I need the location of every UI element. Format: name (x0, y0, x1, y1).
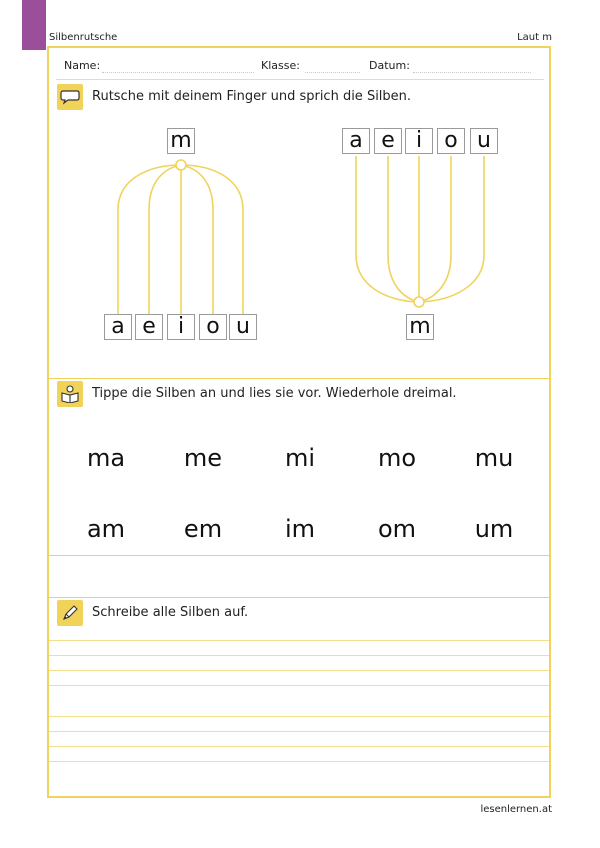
writing-line[interactable] (49, 716, 549, 717)
letter-box-m-top[interactable]: m (167, 128, 195, 154)
letter-box-u-top[interactable]: u (470, 128, 498, 154)
worksheet-title: Silbenrutsche (49, 32, 118, 43)
writing-line[interactable] (49, 685, 549, 686)
syllable-mo[interactable]: mo (377, 444, 417, 472)
instruction-1: Rutsche mit deinem Finger und sprich die Silben. (92, 89, 412, 104)
date-label: Datum: (369, 59, 410, 72)
letter-box-a-top[interactable]: a (342, 128, 370, 154)
section-divider-1 (49, 378, 549, 379)
syllable-mu[interactable]: mu (474, 444, 514, 472)
syllable-im[interactable]: im (284, 515, 316, 543)
letter-box-o-top[interactable]: o (437, 128, 465, 154)
instruction-2: Tippe die Silben an und lies sie vor. Wiederhole dreimal. (92, 386, 457, 401)
writing-line[interactable] (49, 640, 549, 641)
syllable-em[interactable]: em (183, 515, 223, 543)
syllable-am[interactable]: am (86, 515, 126, 543)
letter-box-a[interactable]: a (104, 314, 132, 340)
name-label: Name: (64, 59, 101, 72)
letter-box-e[interactable]: e (135, 314, 163, 340)
slide-line-o-m (419, 156, 451, 302)
letter-box-e-top[interactable]: e (374, 128, 402, 154)
writing-line[interactable] (49, 761, 549, 762)
writing-line[interactable] (49, 655, 549, 656)
junction-dot-bottom (414, 297, 424, 307)
writing-line[interactable] (49, 746, 549, 747)
writing-line[interactable] (49, 731, 549, 732)
instruction-3: Schreibe alle Silben auf. (92, 605, 249, 620)
syllable-me[interactable]: me (183, 444, 223, 472)
footer-site: lesenlernen.at (480, 804, 552, 815)
letter-box-u[interactable]: u (229, 314, 257, 340)
letter-box-i[interactable]: i (167, 314, 195, 340)
section-divider-3 (49, 597, 549, 598)
class-label: Klasse: (261, 59, 300, 72)
syllable-mi[interactable]: mi (284, 444, 316, 472)
slide-line-m-e (149, 165, 181, 316)
section-divider-2 (49, 555, 549, 556)
writing-line[interactable] (49, 670, 549, 671)
pencil-icon (57, 600, 83, 626)
syllable-ma[interactable]: ma (86, 444, 126, 472)
slide-line-m-o (181, 165, 213, 316)
syllable-um[interactable]: um (474, 515, 514, 543)
worksheet-topic: Laut m (517, 32, 552, 43)
slide-line-m-u (181, 165, 243, 316)
letter-box-i-top[interactable]: i (405, 128, 433, 154)
book-reader-icon (57, 381, 83, 407)
letter-box-o[interactable]: o (199, 314, 227, 340)
letter-box-m-bottom[interactable]: m (406, 314, 434, 340)
junction-dot-top (176, 160, 186, 170)
syllable-om[interactable]: om (377, 515, 417, 543)
slide-line-e-m (388, 156, 419, 302)
